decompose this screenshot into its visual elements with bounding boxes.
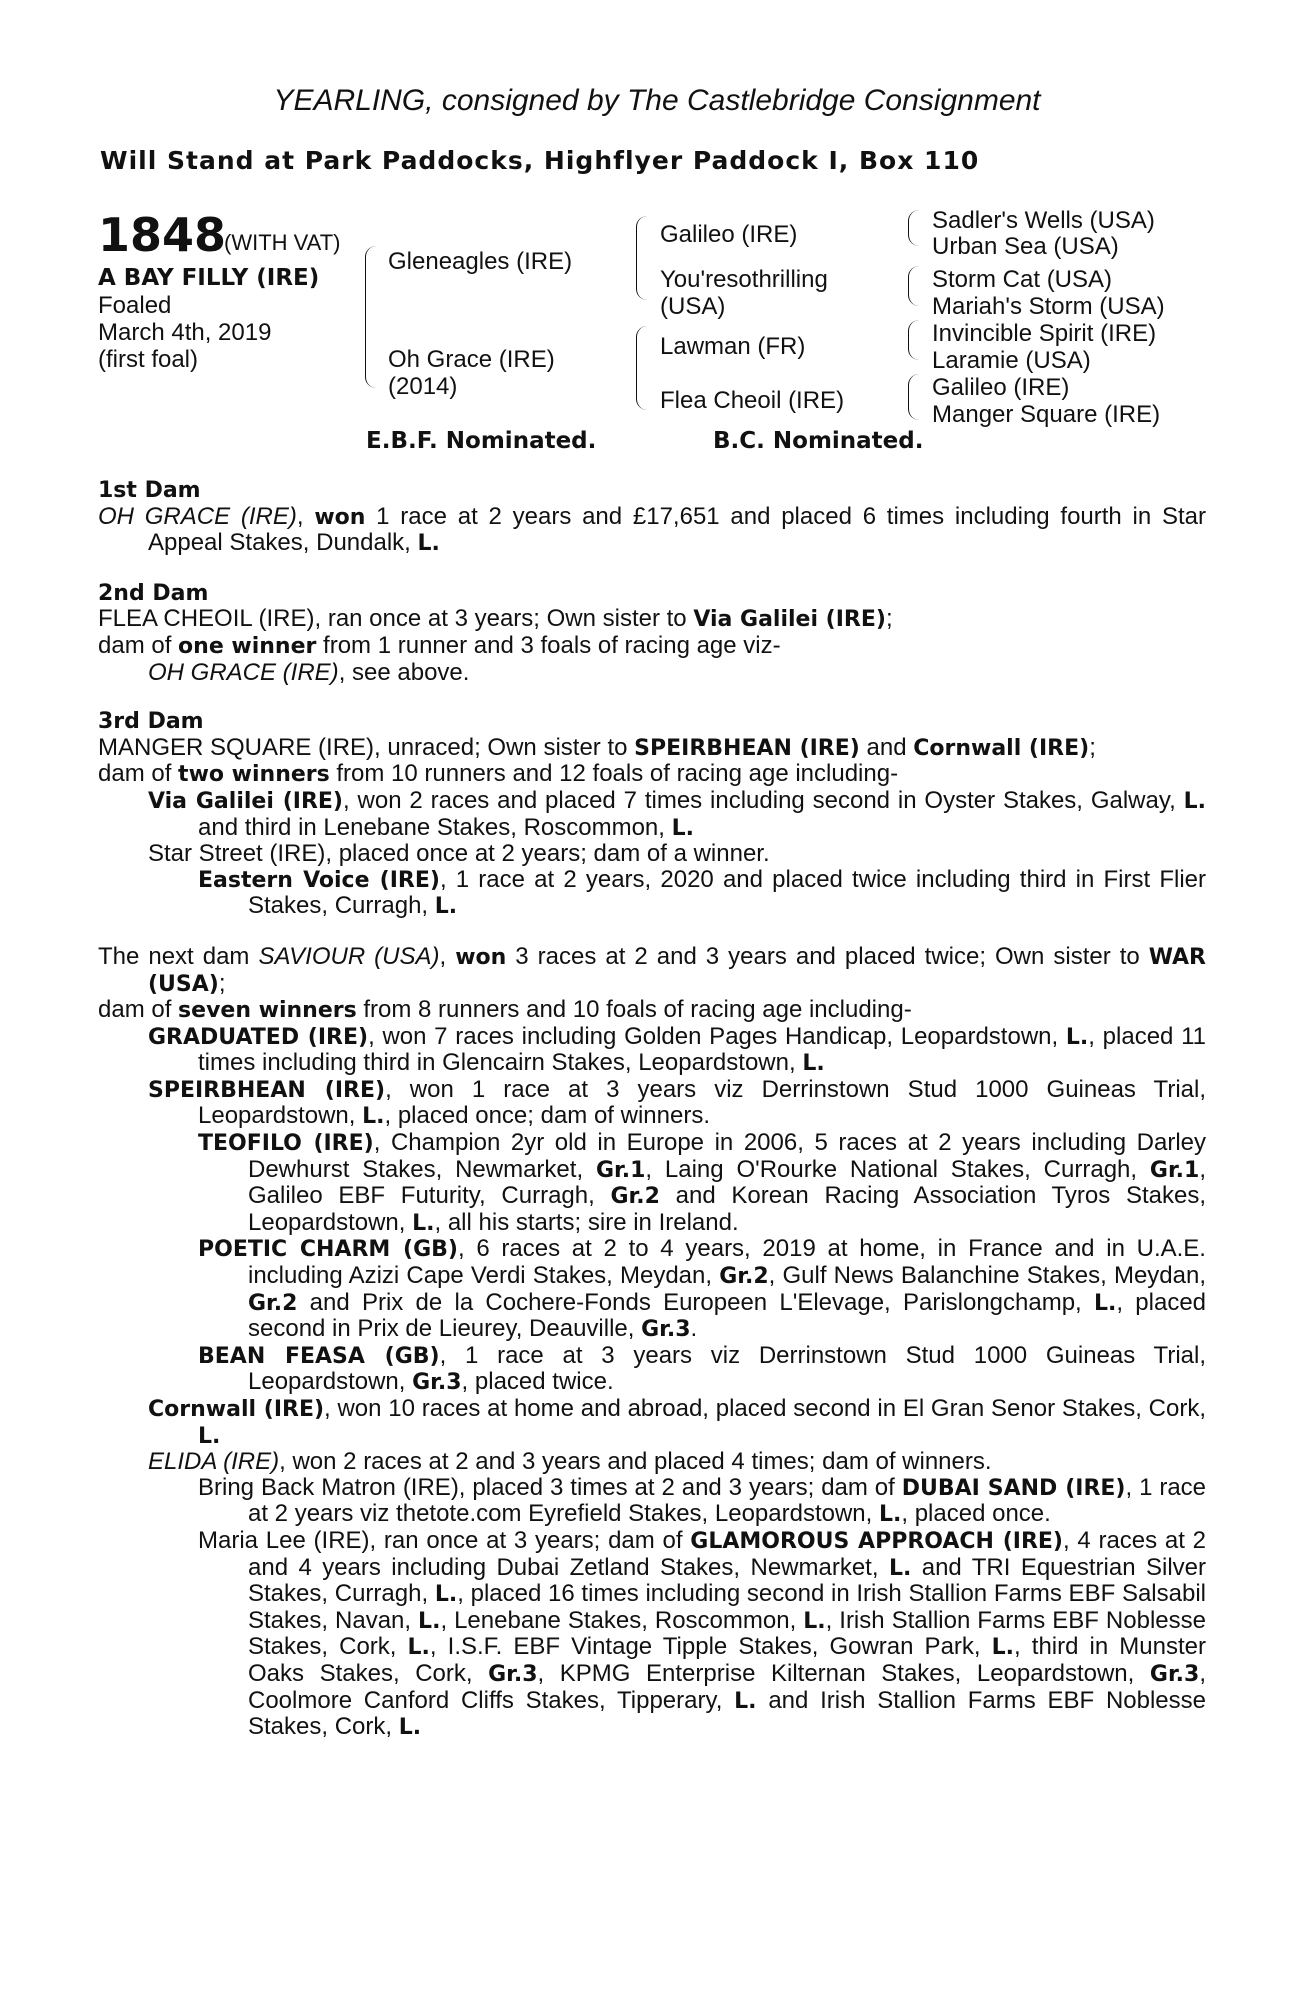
via-galilei-entry bbox=[98, 788, 1206, 841]
race-grade: L. bbox=[398, 1715, 422, 1741]
second-dam-heading: 2nd Dam bbox=[98, 580, 209, 606]
text-span: , KPMG Enterprise Kilternan Stakes, Leopardstown, bbox=[537, 1659, 1150, 1687]
text-span: 3 races at 2 and 3 years and placed twice; Own sister to bbox=[506, 942, 1149, 970]
sire-dam-country: (USA) bbox=[660, 293, 726, 320]
race-grade: L. bbox=[734, 1688, 757, 1714]
teofilo-entry bbox=[98, 1130, 1206, 1236]
horse-bold: GLAMOROUS APPROACH (IRE) bbox=[690, 1528, 1063, 1554]
text-span: Star Street (IRE), placed once at 2 years; dam of a winner. bbox=[148, 840, 770, 868]
dam-sire-sire: Invincible Spirit (IRE) bbox=[932, 320, 1157, 347]
race-grade: Gr.1 bbox=[595, 1157, 646, 1183]
foaled-date: March 4th, 2019 bbox=[98, 319, 272, 346]
race-grade: L. bbox=[802, 1051, 825, 1077]
race-grade: L. bbox=[1183, 788, 1206, 814]
winner-count: seven winners bbox=[178, 998, 357, 1024]
horse-italic: OH GRACE (IRE) bbox=[148, 658, 339, 686]
text-span: , won 10 races at home and abroad, placed second in El Gran Senor Stakes, Cork, bbox=[324, 1395, 1206, 1422]
text-span: , placed twice. bbox=[461, 1368, 614, 1396]
race-grade: L. bbox=[198, 1423, 221, 1449]
race-grade: Gr.2 bbox=[610, 1184, 660, 1210]
text-span: dam of bbox=[98, 996, 179, 1024]
second-dam-line2 bbox=[98, 633, 1206, 660]
next-dam-line1 bbox=[98, 944, 1206, 997]
text-span: , all his starts; sire in Ireland. bbox=[434, 1208, 739, 1236]
dam-year: (2014) bbox=[388, 373, 458, 400]
text-span: , see above. bbox=[338, 658, 470, 686]
text-span: , bbox=[439, 942, 456, 970]
text-span: , Galileo EBF Futurity, Curragh, bbox=[248, 1155, 1207, 1210]
race-grade: L. bbox=[803, 1608, 826, 1634]
dam-sire-dam: Laramie (USA) bbox=[932, 347, 1091, 374]
race-grade: L. bbox=[991, 1635, 1015, 1661]
race-grade: L. bbox=[417, 531, 440, 557]
text-span: , I.S.F. EBF Vintage Tipple Stakes, Gowran Park, bbox=[429, 1633, 992, 1661]
text-span: ; bbox=[1089, 733, 1096, 761]
race-grade: L. bbox=[671, 815, 695, 841]
text-span: , 1 race at 2 years, 2020 and placed twice including third in First Flier Stakes, Curragh, bbox=[248, 865, 1206, 920]
horse-name: A BAY FILLY (IRE) bbox=[98, 265, 320, 291]
text-span: FLEA CHEOIL (IRE), ran once at 3 years; Own sister to bbox=[98, 605, 694, 633]
race-grade: Gr.3 bbox=[488, 1661, 538, 1687]
pedigree-brace-3d bbox=[908, 374, 919, 420]
race-grade: Gr.3 bbox=[412, 1370, 462, 1396]
poetic-charm-entry bbox=[98, 1236, 1206, 1342]
dam-name: Oh Grace (IRE) bbox=[388, 346, 555, 373]
race-grade: L. bbox=[407, 1635, 430, 1661]
dam-dam: Flea Cheoil (IRE) bbox=[660, 387, 845, 414]
race-grade: Gr.2 bbox=[719, 1264, 769, 1290]
sire-dam-name: You'resothrilling bbox=[660, 266, 828, 293]
horse-bold: SPEIRBHEAN (IRE) bbox=[634, 735, 860, 761]
horse-bold: POETIC CHARM (GB) bbox=[198, 1237, 458, 1263]
pedigree-brace-2b bbox=[636, 326, 647, 410]
dam bbox=[388, 346, 555, 400]
winner-count: one winner bbox=[178, 633, 317, 659]
text-span: , 1 race at 2 years viz thetote.com Eyrefield Stakes, Leopardstown, bbox=[248, 1473, 1207, 1528]
eastern-voice-entry bbox=[98, 867, 1206, 920]
third-dam-line2 bbox=[98, 761, 1206, 788]
bc-nominated: B.C. Nominated. bbox=[713, 428, 924, 454]
text-span: and third in Lenebane Stakes, Roscommon, bbox=[198, 813, 672, 841]
horse-italic: ELIDA (IRE) bbox=[148, 1448, 280, 1476]
horse-bold: Eastern Voice (IRE) bbox=[198, 867, 440, 893]
sire: Gleneagles (IRE) bbox=[388, 248, 573, 275]
horse-bold: WAR (USA) bbox=[148, 944, 1206, 997]
horse-bold: Via Galilei (IRE) bbox=[693, 607, 886, 633]
race-grade: L. bbox=[412, 1210, 435, 1236]
pedigree-brace-3a bbox=[908, 210, 919, 246]
text-span: , won 7 races including Golden Pages Handicap, Leopardstown, bbox=[368, 1022, 1066, 1050]
third-dam-line1 bbox=[98, 735, 1206, 762]
bean-feasa-entry bbox=[98, 1343, 1206, 1396]
consignment-title: YEARLING, consigned by The Castlebridge Consignment bbox=[273, 84, 1041, 117]
stand-location: Will Stand at Park Paddocks, Highflyer Paddock I, Box 110 bbox=[100, 146, 980, 175]
race-grade: Gr.3 bbox=[1149, 1661, 1200, 1687]
produce-record bbox=[98, 478, 1206, 1741]
text-span: , placed once. bbox=[901, 1500, 1051, 1528]
horse-bold: Via Galilei (IRE) bbox=[148, 788, 343, 814]
maria-lee-entry bbox=[98, 1528, 1206, 1741]
text-span: and Korean Racing Association Tyros Stakes, Leopardstown, bbox=[248, 1182, 1206, 1236]
text-span: , Gulf News Balanchine Stakes, Meydan, bbox=[768, 1262, 1206, 1290]
text-span: , 4 races at 2 and 4 years including Dubai Zetland Stakes, Newmarket, bbox=[248, 1526, 1206, 1581]
text-span: , bbox=[296, 502, 315, 530]
won-label: won bbox=[455, 944, 507, 970]
text-span: , Champion 2yr old in Europe in 2006, 5 races at 2 years including Darley Dewhurst Stakes, Newmarket, bbox=[248, 1129, 1207, 1183]
next-dam-line2 bbox=[98, 997, 1206, 1024]
sire-dam-sire: Storm Cat (USA) bbox=[932, 266, 1113, 293]
race-grade: L. bbox=[1093, 1290, 1117, 1316]
second-dam-produce bbox=[98, 660, 1206, 686]
text-span: and bbox=[859, 733, 914, 761]
sire-sire: Galileo (IRE) bbox=[660, 221, 798, 248]
text-span: , won 2 races and placed 7 times including second in Oyster Stakes, Galway, bbox=[342, 786, 1184, 814]
bring-back-matron-entry bbox=[98, 1475, 1206, 1528]
horse-italic: SAVIOUR (USA) bbox=[258, 942, 440, 970]
horse-bold: DUBAI SAND (IRE) bbox=[901, 1475, 1126, 1501]
dam-dam-sire: Galileo (IRE) bbox=[932, 374, 1070, 401]
text-span: , Lenebane Stakes, Roscommon, bbox=[440, 1606, 804, 1634]
text-span: , third in Munster Oaks Stakes, Cork, bbox=[248, 1633, 1207, 1687]
dam-sire: Lawman (FR) bbox=[660, 333, 806, 360]
foal-note: (first foal) bbox=[98, 346, 199, 373]
race-grade: Gr.3 bbox=[641, 1317, 691, 1343]
speirbhean-entry bbox=[98, 1077, 1206, 1130]
text-span: , 1 race at 3 years viz Derrinstown Stud 1000 Guineas Trial, Leopardstown, bbox=[248, 1341, 1206, 1396]
vat-note: (WITH VAT) bbox=[224, 230, 341, 255]
text-span: dam of bbox=[98, 631, 179, 659]
pedigree-brace-1 bbox=[365, 246, 376, 388]
text-span: , won 1 race at 3 years viz Derrinstown Stud 1000 Guineas Trial, Leopardstown, bbox=[198, 1075, 1206, 1130]
foaling-info bbox=[98, 292, 271, 373]
race-grade: L. bbox=[434, 1582, 458, 1608]
foaled-label: Foaled bbox=[98, 292, 172, 319]
third-dam-heading: 3rd Dam bbox=[98, 709, 204, 735]
text-span: Maria Lee (IRE), ran once at 3 years; dam of bbox=[198, 1526, 691, 1554]
race-grade: L. bbox=[888, 1555, 912, 1581]
race-grade: L. bbox=[362, 1104, 385, 1130]
horse-bold: TEOFILO (IRE) bbox=[198, 1131, 374, 1157]
pedigree-brace-3c bbox=[908, 320, 919, 360]
text-span: , placed once; dam of winners. bbox=[384, 1102, 711, 1130]
text-span: , Irish Stallion Farms EBF Noblesse Stakes, Cork, bbox=[248, 1606, 1206, 1661]
text-span: , Coolmore Canford Cliffs Stakes, Tipperary, bbox=[248, 1659, 1206, 1714]
first-dam-name: OH GRACE (IRE) bbox=[98, 502, 297, 530]
text-span: from 8 runners and 10 foals of racing age including- bbox=[356, 996, 912, 1024]
ebf-nominated: E.B.F. Nominated. bbox=[366, 428, 597, 454]
horse-bold: Cornwall (IRE) bbox=[148, 1397, 325, 1422]
text-span: . bbox=[690, 1315, 698, 1343]
first-dam-text bbox=[98, 504, 1206, 557]
sire-sire-sire: Sadler's Wells (USA) bbox=[932, 207, 1155, 234]
race-grade: L. bbox=[878, 1502, 902, 1528]
text-span: 1 race at 2 years and £17,651 and placed 6 times including fourth in Star Appeal Stakes, Dundalk, bbox=[148, 502, 1206, 557]
text-span: , placed 16 times including second in Irish Stallion Farms EBF Salsabil Stakes, Navan, bbox=[248, 1580, 1206, 1634]
race-grade: L. bbox=[418, 1608, 441, 1634]
pedigree-brace-3b bbox=[908, 266, 919, 306]
text-span: Bring Back Matron (IRE), placed 3 times at 2 and 3 years; dam of bbox=[198, 1473, 902, 1501]
text-span: , won 2 races at 2 and 3 years and placed 4 times; dam of winners. bbox=[279, 1448, 992, 1476]
horse-bold: SPEIRBHEAN (IRE) bbox=[148, 1077, 386, 1103]
elida-entry bbox=[98, 1449, 1206, 1475]
horse-bold: Cornwall (IRE) bbox=[913, 735, 1090, 761]
text-span: from 10 runners and 12 foals of racing age including- bbox=[329, 760, 899, 788]
text-span: from 1 runner and 3 foals of racing age viz- bbox=[316, 631, 781, 659]
star-street-entry bbox=[98, 841, 1206, 867]
race-grade: Gr.1 bbox=[1149, 1157, 1200, 1183]
lot-number: 1848 bbox=[98, 208, 227, 262]
sire-dam-dam: Mariah's Storm (USA) bbox=[932, 293, 1165, 320]
text-span: and Prix de la Cochere-Fonds Europeen L'Elevage, Parislongchamp, bbox=[297, 1288, 1094, 1316]
text-span: The next dam bbox=[98, 942, 259, 970]
text-span: , placed second in Prix de Lieurey, Deauville, bbox=[248, 1288, 1207, 1343]
dam-dam-dam: Manger Square (IRE) bbox=[932, 401, 1161, 428]
pedigree-brace-2a bbox=[636, 216, 647, 300]
race-grade: Gr.2 bbox=[248, 1290, 298, 1316]
text-span: and Irish Stallion Farms EBF Noblesse Stakes, Cork, bbox=[248, 1686, 1206, 1741]
horse-bold: GRADUATED (IRE) bbox=[148, 1024, 369, 1050]
graduated-entry bbox=[98, 1024, 1206, 1077]
text-span: ; bbox=[885, 605, 893, 633]
cornwall-entry bbox=[98, 1396, 1206, 1449]
text-span: and TRI Equestrian Silver Stakes, Curragh, bbox=[248, 1553, 1206, 1608]
text-span: , Laing O'Rourke National Stakes, Curragh, bbox=[645, 1155, 1150, 1183]
sire-sire-dam: Urban Sea (USA) bbox=[932, 233, 1119, 260]
won-label: won bbox=[314, 504, 366, 530]
winner-count: two winners bbox=[178, 762, 330, 788]
race-grade: L. bbox=[1065, 1024, 1089, 1050]
text-span: , placed 11 times including third in Glencairn Stakes, Leopardstown, bbox=[198, 1022, 1207, 1077]
second-dam-line1 bbox=[98, 606, 1206, 633]
race-grade: L. bbox=[434, 894, 458, 920]
sire-dam bbox=[660, 266, 828, 320]
text-span: dam of bbox=[98, 760, 179, 788]
text-span: MANGER SQUARE (IRE), unraced; Own sister to bbox=[98, 733, 635, 761]
text-span: ; bbox=[218, 969, 226, 997]
text-span: , 6 races at 2 to 4 years, 2019 at home, in France and in U.A.E. including Azizi Cape Verdi Stakes, Meydan, bbox=[248, 1235, 1206, 1290]
first-dam-heading: 1st Dam bbox=[98, 478, 201, 503]
horse-bold: BEAN FEASA (GB) bbox=[198, 1343, 440, 1369]
